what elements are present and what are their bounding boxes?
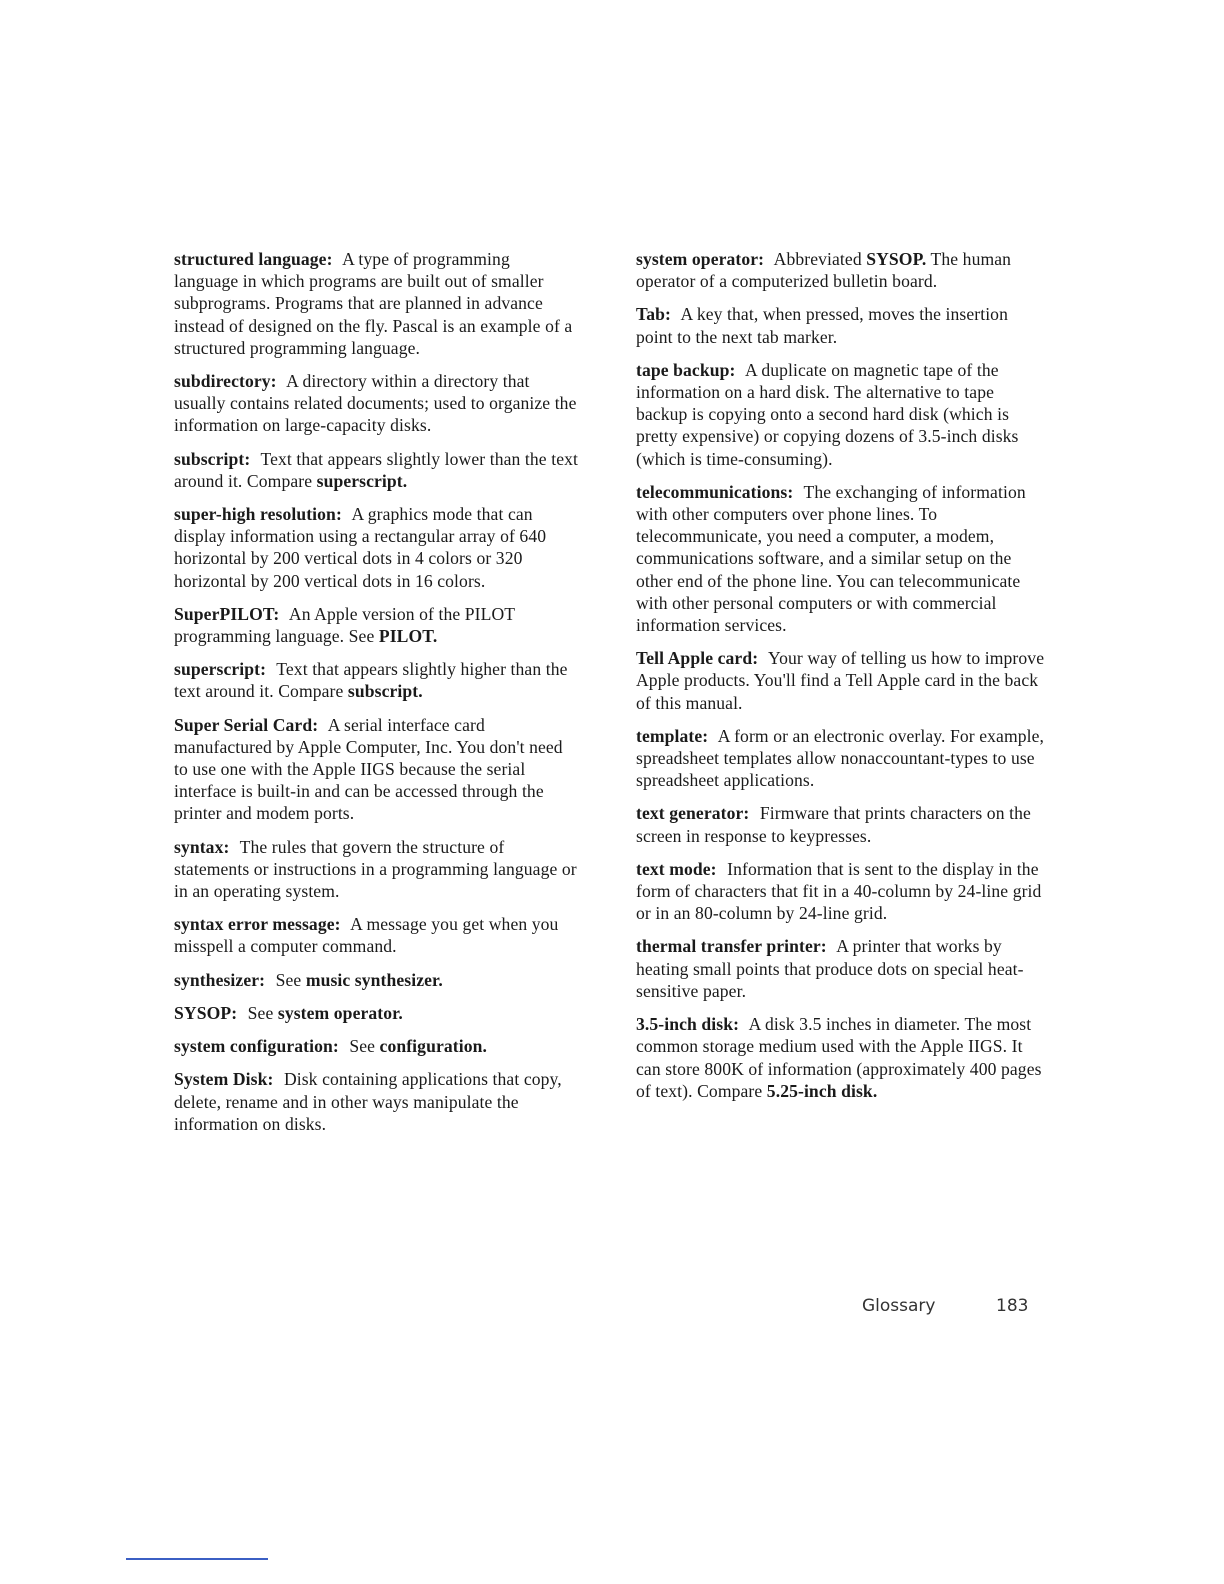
glossary-term: text mode: bbox=[636, 858, 717, 879]
glossary-entry bbox=[174, 913, 578, 957]
footer-section-title: Glossary bbox=[862, 1296, 936, 1316]
glossary-term: Tell Apple card: bbox=[636, 648, 759, 669]
cross-reference: 5.25-inch disk. bbox=[766, 1080, 878, 1101]
glossary-term: SYSOP: bbox=[174, 1002, 238, 1023]
glossary-definition: Abbreviated bbox=[773, 249, 862, 269]
glossary-entry bbox=[636, 359, 1046, 470]
glossary-definition: A directory within a directory that usually contains related documents; used to organize the information on large-capacity disks. bbox=[174, 371, 577, 436]
glossary-term: superscript: bbox=[174, 659, 267, 680]
glossary-entry bbox=[636, 802, 1046, 846]
glossary-term: telecommunications: bbox=[636, 481, 794, 502]
glossary-definition: Firmware that prints characters on the screen in response to keypresses. bbox=[636, 803, 1031, 846]
glossary-entry bbox=[636, 1013, 1046, 1102]
glossary-term: tape backup: bbox=[636, 359, 736, 380]
glossary-term: syntax error message: bbox=[174, 914, 341, 935]
glossary-definition: Text that appears slightly lower than the text around it. Compare bbox=[174, 448, 578, 491]
glossary-definition: Your way of telling us how to improve Apple products. You'll find a Tell Apple card in the back of this manual. bbox=[636, 648, 1045, 713]
glossary-term: syntax: bbox=[174, 836, 230, 857]
glossary-entry bbox=[636, 858, 1046, 925]
glossary-entry bbox=[636, 725, 1046, 792]
glossary-entry bbox=[174, 1068, 578, 1135]
glossary-term: subscript: bbox=[174, 448, 251, 469]
glossary-definition: A type of programming language in which programs are built out of smaller subprograms. Programs that are planned in advance instead of designed on the fly. Pascal is an example of a structured programming language. bbox=[174, 249, 573, 358]
glossary-entry bbox=[174, 714, 578, 825]
glossary-term: subdirectory: bbox=[174, 371, 277, 392]
glossary-term: 3.5-inch disk: bbox=[636, 1014, 740, 1035]
glossary-definition: A disk 3.5 inches in diameter. The most common storage medium used with the Apple IIGS. It can store 800K of information (approximately 400 pages of text). Compare bbox=[636, 1014, 1042, 1101]
glossary-entry bbox=[174, 603, 578, 647]
glossary-entry bbox=[174, 836, 578, 903]
glossary-entry bbox=[636, 481, 1046, 636]
cross-reference: PILOT. bbox=[378, 626, 438, 647]
glossary-term: super-high resolution: bbox=[174, 504, 342, 525]
glossary-entry bbox=[636, 647, 1046, 714]
cross-reference: system operator. bbox=[277, 1002, 403, 1023]
glossary-term: synthesizer: bbox=[174, 969, 266, 990]
glossary-term: Super Serial Card: bbox=[174, 714, 319, 735]
glossary-definition: A printer that works by heating small points that produce dots on special heat-sensitive paper. bbox=[636, 936, 1024, 1001]
glossary-definition: An Apple version of the PILOT programming language. See bbox=[174, 603, 515, 647]
glossary-entry bbox=[174, 370, 578, 437]
glossary-term: system configuration: bbox=[174, 1036, 339, 1057]
glossary-term: Tab: bbox=[636, 304, 671, 325]
glossary-term: template: bbox=[636, 725, 709, 746]
bottom-rule bbox=[126, 1558, 268, 1560]
cross-reference: superscript. bbox=[316, 470, 408, 491]
glossary-definition: A duplicate on magnetic tape of the information on a hard disk. The alternative to tape backup is copying onto a second hard disk (which is pretty expensive) or copying dozens of 3.5-inch disks (which is time-consuming). bbox=[636, 359, 1019, 469]
glossary-entry bbox=[174, 658, 578, 702]
glossary-term: System Disk: bbox=[174, 1069, 274, 1090]
glossary-term: system operator: bbox=[636, 249, 765, 269]
glossary-entry bbox=[636, 248, 1046, 292]
page-footer bbox=[862, 1296, 1029, 1316]
glossary-entry bbox=[174, 248, 578, 359]
glossary-definition: The rules that govern the structure of statements or instructions in a programming language or in an operating system. bbox=[174, 836, 577, 902]
page-number: 183 bbox=[996, 1296, 1029, 1316]
glossary-entry bbox=[174, 969, 578, 991]
glossary-definition: A graphics mode that can display information using a rectangular array of 640 horizontal by 200 vertical dots in 4 colors or 320 horizontal by 200 vertical dots in 16 colors. bbox=[174, 504, 547, 591]
glossary-definition: See bbox=[275, 969, 302, 990]
glossary-definition: See bbox=[247, 1002, 274, 1023]
glossary-term: text generator: bbox=[636, 803, 750, 824]
glossary-definition: A serial interface card manufactured by Apple Computer, Inc. You don't need to use one with the Apple IIGS because the serial interface is built-in and can be accessed through the printer and modem ports. bbox=[174, 714, 563, 824]
glossary-definition: Disk containing applications that copy, delete, rename and in other ways manipulate the information on disks. bbox=[174, 1069, 562, 1134]
glossary-entry bbox=[174, 1002, 578, 1024]
glossary-entry bbox=[174, 503, 578, 592]
glossary-entry bbox=[636, 303, 1046, 347]
glossary-term: SuperPILOT: bbox=[174, 603, 280, 624]
right-column bbox=[636, 248, 1046, 1113]
glossary-entry bbox=[636, 935, 1046, 1002]
glossary-definition: Information that is sent to the display in the form of characters that fit in a 40-column by 24-line grid or in an 80-column by 24-line grid. bbox=[636, 858, 1042, 924]
glossary-term: structured language: bbox=[174, 249, 333, 269]
glossary-entry bbox=[174, 1035, 578, 1057]
left-column bbox=[174, 248, 578, 1146]
glossary-definition: See bbox=[349, 1036, 376, 1057]
cross-reference: configuration. bbox=[379, 1036, 487, 1057]
glossary-definition-continued: The human operator of a computerized bulletin board. bbox=[636, 249, 1012, 292]
cross-reference: SYSOP. bbox=[866, 249, 927, 269]
glossary-definition: Text that appears slightly higher than the text around it. Compare bbox=[174, 659, 568, 702]
glossary-entry bbox=[174, 448, 578, 492]
glossary-term: thermal transfer printer: bbox=[636, 936, 827, 957]
glossary-definition: A form or an electronic overlay. For example, spreadsheet templates allow nonaccountant-types to use spreadsheet applications. bbox=[636, 725, 1045, 791]
glossary-definition: A key that, when pressed, moves the insertion point to the next tab marker. bbox=[636, 304, 1008, 347]
cross-reference: subscript. bbox=[347, 681, 423, 702]
cross-reference: music synthesizer. bbox=[305, 969, 443, 990]
glossary-definition: A message you get when you misspell a computer command. bbox=[174, 914, 559, 957]
glossary-definition: The exchanging of information with other computers over phone lines. To telecommunicate, you need a computer, a modem, communications software, and a similar setup on the other end of the phone line. You can telecommunicate with other personal computers or with commercial information services. bbox=[636, 481, 1026, 636]
